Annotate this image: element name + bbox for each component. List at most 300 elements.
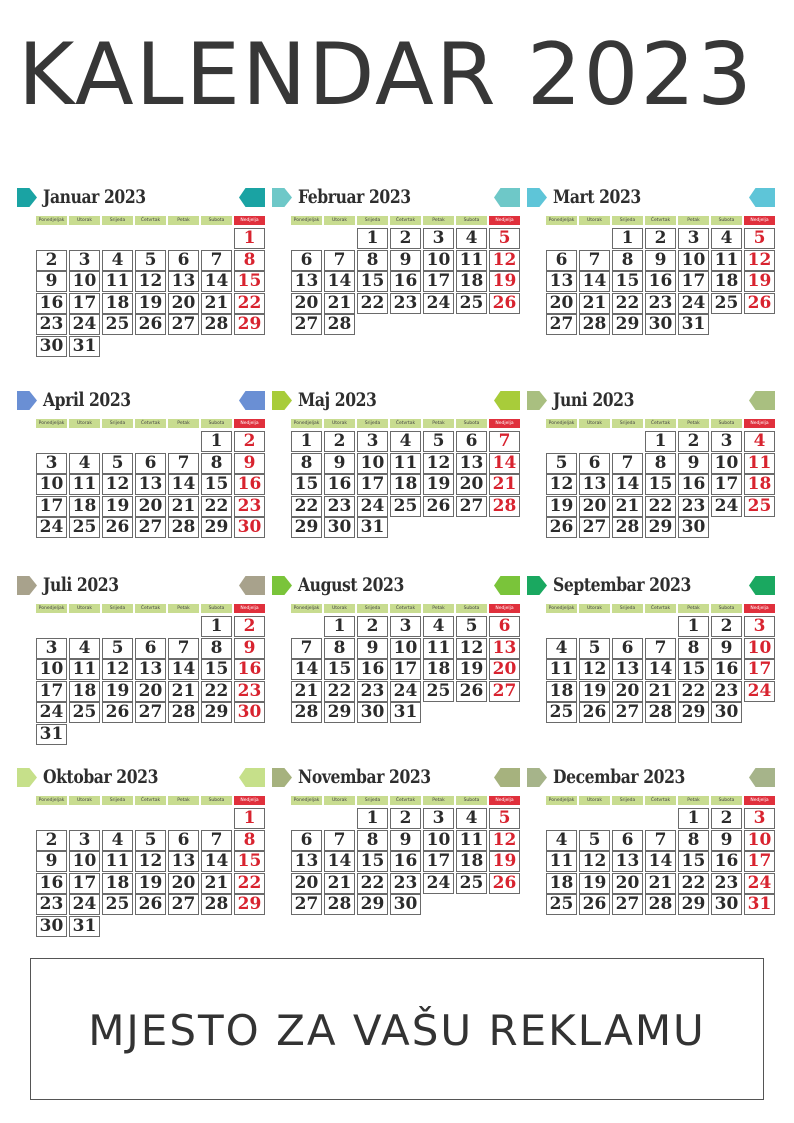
day-cell: 10	[678, 250, 709, 271]
day-cell: 25	[423, 681, 454, 702]
month-block	[527, 765, 777, 955]
month-title: Januar 2023	[43, 186, 146, 208]
day-cell: 13	[168, 271, 199, 292]
arrow-right-icon	[527, 188, 547, 207]
weekday-label: Četvrtak	[645, 216, 676, 225]
weekday-header	[546, 419, 777, 428]
arrow-left-icon	[239, 391, 265, 410]
day-cell: 3	[36, 638, 67, 659]
weekday-label: Utorak	[579, 796, 610, 805]
day-cell: 30	[711, 702, 742, 723]
day-cell-sunday: 23	[234, 681, 265, 702]
day-cell: 15	[201, 474, 232, 495]
day-cell: 11	[390, 453, 421, 474]
day-cell: 25	[69, 517, 100, 538]
day-cell-sunday: 18	[744, 474, 775, 495]
day-cell: 6	[291, 250, 322, 271]
day-cell: 14	[168, 659, 199, 680]
day-cell: 20	[612, 873, 643, 894]
day-cell: 24	[36, 702, 67, 723]
day-cell: 16	[645, 271, 676, 292]
day-cell: 25	[456, 293, 487, 314]
day-cell: 4	[546, 830, 577, 851]
day-cell-sunday: 9	[234, 638, 265, 659]
day-cell: 11	[69, 474, 100, 495]
arrow-right-icon	[17, 188, 37, 207]
day-cell: 11	[546, 851, 577, 872]
day-cell: 16	[36, 293, 67, 314]
weekday-label: Subota	[711, 604, 742, 613]
day-cell: 28	[201, 314, 232, 335]
ad-box	[30, 958, 764, 1100]
day-cell: 28	[168, 517, 199, 538]
day-cell: 7	[291, 638, 322, 659]
day-cell: 15	[357, 271, 388, 292]
day-cell: 18	[456, 851, 487, 872]
day-cell: 22	[291, 496, 322, 517]
day-cell-sunday: 19	[489, 851, 520, 872]
day-cell: 6	[612, 638, 643, 659]
day-cell-sunday: 26	[744, 293, 775, 314]
day-cell-sunday: 4	[744, 431, 775, 452]
day-cell: 26	[135, 314, 166, 335]
day-cell: 27	[612, 702, 643, 723]
month-block	[272, 185, 522, 375]
weekday-label: Utorak	[324, 604, 355, 613]
day-cell: 17	[357, 474, 388, 495]
weekday-label: Srijeda	[357, 604, 388, 613]
day-cell: 22	[357, 293, 388, 314]
weekday-label: Petak	[678, 419, 709, 428]
day-cell: 2	[645, 228, 676, 249]
day-cell: 19	[102, 681, 133, 702]
day-cell: 31	[36, 724, 67, 745]
day-cell: 12	[546, 474, 577, 495]
day-cell: 1	[678, 808, 709, 829]
day-cell: 3	[390, 616, 421, 637]
day-cell: 14	[324, 271, 355, 292]
day-cell: 25	[546, 894, 577, 915]
arrow-right-icon	[272, 188, 292, 207]
day-cell: 1	[201, 616, 232, 637]
day-cell: 18	[423, 659, 454, 680]
day-cell: 23	[390, 293, 421, 314]
day-cell: 22	[324, 681, 355, 702]
day-cell: 19	[135, 293, 166, 314]
day-cell: 20	[291, 293, 322, 314]
day-cell: 7	[201, 830, 232, 851]
weekday-label: Srijeda	[357, 796, 388, 805]
weekday-label: Subota	[711, 796, 742, 805]
weekday-label: Četvrtak	[135, 419, 166, 428]
day-cell-sunday: 9	[234, 453, 265, 474]
day-cell: 19	[102, 496, 133, 517]
weekday-label: Petak	[678, 216, 709, 225]
day-cell: 13	[546, 271, 577, 292]
day-cell: 17	[69, 873, 100, 894]
day-cell: 25	[390, 496, 421, 517]
day-cell: 25	[102, 894, 133, 915]
day-cell: 14	[645, 851, 676, 872]
weekday-label: Srijeda	[612, 419, 643, 428]
day-cell: 2	[357, 616, 388, 637]
day-cell: 16	[711, 659, 742, 680]
day-cell: 5	[135, 250, 166, 271]
day-cell-sunday: 1	[234, 228, 265, 249]
weekday-label: Utorak	[579, 604, 610, 613]
day-cell: 6	[168, 830, 199, 851]
arrow-right-icon	[527, 768, 547, 787]
day-cell: 22	[201, 681, 232, 702]
weekday-label: Nedjelja	[744, 419, 775, 428]
arrow-right-icon	[17, 768, 37, 787]
month-block	[272, 573, 522, 763]
day-cell: 24	[423, 293, 454, 314]
day-cell: 2	[36, 250, 67, 271]
day-cell: 21	[291, 681, 322, 702]
day-cell: 17	[36, 681, 67, 702]
day-cell: 27	[291, 314, 322, 335]
month-title: Decembar 2023	[553, 766, 685, 788]
month-title: April 2023	[43, 389, 131, 411]
day-cell: 13	[291, 271, 322, 292]
weekday-label: Nedjelja	[489, 419, 520, 428]
day-cell: 14	[201, 271, 232, 292]
day-cell: 18	[102, 873, 133, 894]
arrow-left-icon	[239, 576, 265, 595]
month-title: Oktobar 2023	[43, 766, 159, 788]
weekday-header	[36, 419, 267, 428]
weekday-header	[546, 604, 777, 613]
day-cell: 12	[102, 659, 133, 680]
weekday-label: Petak	[423, 604, 454, 613]
day-cell: 22	[357, 873, 388, 894]
day-cell: 21	[201, 293, 232, 314]
weekday-label: Petak	[168, 216, 199, 225]
day-cell: 14	[579, 271, 610, 292]
day-cell: 9	[324, 453, 355, 474]
day-cell: 30	[678, 517, 709, 538]
day-cell: 17	[390, 659, 421, 680]
day-cell: 13	[168, 851, 199, 872]
day-cell: 3	[69, 250, 100, 271]
day-cell: 5	[135, 830, 166, 851]
weekday-label: Srijeda	[612, 216, 643, 225]
day-cell: 3	[69, 830, 100, 851]
day-cell: 28	[168, 702, 199, 723]
day-cell: 23	[36, 314, 67, 335]
day-cell: 5	[579, 638, 610, 659]
month-header	[527, 388, 777, 414]
day-cell: 21	[324, 873, 355, 894]
day-cell: 24	[69, 314, 100, 335]
day-cell: 27	[546, 314, 577, 335]
weekday-label: Srijeda	[102, 419, 133, 428]
day-cell-sunday: 17	[744, 851, 775, 872]
month-header	[527, 573, 777, 599]
day-cell: 7	[579, 250, 610, 271]
day-cell: 28	[612, 517, 643, 538]
day-cell: 22	[201, 496, 232, 517]
month-title: Juli 2023	[43, 574, 119, 596]
day-cell: 29	[612, 314, 643, 335]
day-cell: 19	[579, 681, 610, 702]
day-cell-sunday: 20	[489, 659, 520, 680]
weekday-label: Ponedjeljak	[546, 604, 577, 613]
weekday-label: Srijeda	[357, 419, 388, 428]
day-cell: 2	[324, 431, 355, 452]
day-cell: 8	[201, 638, 232, 659]
day-cell: 2	[711, 616, 742, 637]
day-cell: 17	[711, 474, 742, 495]
weekday-label: Srijeda	[612, 604, 643, 613]
day-cell: 4	[546, 638, 577, 659]
day-cell: 28	[201, 894, 232, 915]
day-cell: 23	[36, 894, 67, 915]
weekday-label: Petak	[678, 604, 709, 613]
day-cell: 20	[546, 293, 577, 314]
month-header	[272, 765, 522, 791]
day-cell: 4	[711, 228, 742, 249]
weekday-label: Utorak	[69, 796, 100, 805]
day-cell: 29	[678, 894, 709, 915]
day-cell: 1	[357, 228, 388, 249]
day-cell: 14	[168, 474, 199, 495]
day-cell: 27	[612, 894, 643, 915]
day-cell: 17	[423, 851, 454, 872]
weekday-label: Četvrtak	[135, 604, 166, 613]
day-cell: 30	[645, 314, 676, 335]
weekday-label: Nedjelja	[489, 604, 520, 613]
day-cell: 29	[645, 517, 676, 538]
day-cell-sunday: 26	[489, 293, 520, 314]
day-cell-sunday: 15	[234, 271, 265, 292]
page-title: KALENDAR 2023	[18, 25, 754, 125]
day-cell: 27	[135, 517, 166, 538]
day-cell-sunday: 23	[234, 496, 265, 517]
day-cell: 16	[711, 851, 742, 872]
arrow-right-icon	[272, 768, 292, 787]
day-cell-sunday: 28	[489, 496, 520, 517]
weekday-label: Nedjelja	[744, 216, 775, 225]
day-cell: 7	[324, 830, 355, 851]
day-cell: 6	[579, 453, 610, 474]
day-cell: 26	[135, 894, 166, 915]
day-cell: 15	[201, 659, 232, 680]
day-cell: 6	[291, 830, 322, 851]
day-cell: 21	[324, 293, 355, 314]
day-cell: 15	[678, 851, 709, 872]
day-cell-sunday: 6	[489, 616, 520, 637]
day-cell-sunday: 8	[234, 830, 265, 851]
day-cell: 9	[357, 638, 388, 659]
day-cell-sunday: 10	[744, 638, 775, 659]
day-cell: 15	[324, 659, 355, 680]
day-cell: 11	[711, 250, 742, 271]
day-cell: 12	[135, 271, 166, 292]
day-cell: 30	[711, 894, 742, 915]
arrow-left-icon	[494, 188, 520, 207]
day-cell: 22	[612, 293, 643, 314]
weekday-header	[546, 796, 777, 805]
day-cell-sunday: 1	[234, 808, 265, 829]
day-cell-sunday: 5	[489, 228, 520, 249]
day-cell: 14	[645, 659, 676, 680]
month-block	[272, 388, 522, 578]
weekday-label: Utorak	[579, 419, 610, 428]
day-cell: 17	[678, 271, 709, 292]
day-cell: 1	[612, 228, 643, 249]
day-cell: 26	[456, 681, 487, 702]
day-cell: 25	[546, 702, 577, 723]
day-cell: 6	[168, 250, 199, 271]
day-cell: 24	[390, 681, 421, 702]
day-cell: 15	[612, 271, 643, 292]
day-cell: 13	[456, 453, 487, 474]
day-cell: 20	[168, 873, 199, 894]
day-cell: 28	[324, 894, 355, 915]
weekday-header	[291, 796, 522, 805]
day-cell: 11	[546, 659, 577, 680]
day-cell: 26	[579, 894, 610, 915]
day-cell: 20	[579, 496, 610, 517]
weekday-header	[291, 419, 522, 428]
day-cell: 18	[390, 474, 421, 495]
day-cell: 27	[135, 702, 166, 723]
day-cell: 12	[579, 851, 610, 872]
day-cell: 13	[135, 659, 166, 680]
day-cell-sunday: 22	[234, 873, 265, 894]
day-cell-sunday: 14	[489, 453, 520, 474]
weekday-label: Nedjelja	[234, 796, 265, 805]
day-cell: 31	[678, 314, 709, 335]
arrow-left-icon	[749, 391, 775, 410]
day-cell: 7	[168, 638, 199, 659]
day-cell: 6	[612, 830, 643, 851]
day-cell: 17	[69, 293, 100, 314]
day-cell: 4	[390, 431, 421, 452]
day-cell: 18	[711, 271, 742, 292]
day-cell: 1	[645, 431, 676, 452]
month-header	[17, 573, 267, 599]
day-cell-sunday: 5	[744, 228, 775, 249]
day-cell: 30	[390, 894, 421, 915]
day-cell-sunday: 22	[234, 293, 265, 314]
day-cell: 8	[678, 638, 709, 659]
day-cell: 8	[201, 453, 232, 474]
day-cell: 23	[711, 681, 742, 702]
day-cell: 19	[456, 659, 487, 680]
weekday-label: Četvrtak	[645, 419, 676, 428]
month-block	[17, 765, 267, 955]
month-title: Septembar 2023	[553, 574, 691, 596]
day-cell: 2	[711, 808, 742, 829]
weekday-label: Četvrtak	[645, 796, 676, 805]
day-cell: 6	[456, 431, 487, 452]
day-cell: 24	[357, 496, 388, 517]
month-title: Maj 2023	[298, 389, 377, 411]
day-cell-sunday: 29	[234, 314, 265, 335]
weekday-label: Ponedjeljak	[291, 604, 322, 613]
day-cell: 10	[36, 659, 67, 680]
day-cell: 27	[291, 894, 322, 915]
day-cell: 23	[711, 873, 742, 894]
ad-text: MJESTO ZA VAŠU REKLAMU	[88, 1006, 706, 1055]
day-cell: 12	[102, 474, 133, 495]
day-cell: 24	[69, 894, 100, 915]
month-title: August 2023	[298, 574, 404, 596]
day-cell: 4	[102, 250, 133, 271]
day-cell: 30	[36, 916, 67, 937]
day-cell: 5	[423, 431, 454, 452]
arrow-right-icon	[17, 576, 37, 595]
month-header	[17, 185, 267, 211]
day-cell: 3	[678, 228, 709, 249]
day-cell: 9	[645, 250, 676, 271]
weekday-label: Srijeda	[102, 604, 133, 613]
day-cell: 25	[711, 293, 742, 314]
day-cell: 16	[36, 873, 67, 894]
day-cell: 25	[456, 873, 487, 894]
day-cell: 20	[135, 496, 166, 517]
day-cell: 26	[546, 517, 577, 538]
weekday-label: Nedjelja	[489, 796, 520, 805]
weekday-label: Četvrtak	[390, 216, 421, 225]
day-cell: 8	[357, 830, 388, 851]
day-cell: 9	[36, 851, 67, 872]
weekday-label: Ponedjeljak	[546, 419, 577, 428]
day-cell: 23	[678, 496, 709, 517]
month-block	[17, 388, 267, 578]
day-cell: 12	[456, 638, 487, 659]
day-cell: 2	[678, 431, 709, 452]
day-cell-sunday: 29	[234, 894, 265, 915]
weekday-label: Ponedjeljak	[291, 216, 322, 225]
day-cell: 10	[423, 830, 454, 851]
arrow-right-icon	[272, 391, 292, 410]
day-cell-sunday: 24	[744, 681, 775, 702]
day-cell: 19	[423, 474, 454, 495]
day-cell: 9	[390, 830, 421, 851]
day-cell: 28	[579, 314, 610, 335]
weekday-label: Subota	[201, 216, 232, 225]
day-cell: 8	[291, 453, 322, 474]
day-cell: 19	[579, 873, 610, 894]
day-cell: 18	[456, 271, 487, 292]
day-cell: 13	[579, 474, 610, 495]
day-cell: 4	[456, 228, 487, 249]
day-cell: 27	[579, 517, 610, 538]
day-cell: 21	[579, 293, 610, 314]
day-cell: 14	[201, 851, 232, 872]
day-cell: 30	[324, 517, 355, 538]
day-cell: 18	[102, 293, 133, 314]
weekday-label: Petak	[423, 796, 454, 805]
day-cell: 18	[546, 873, 577, 894]
day-cell: 25	[102, 314, 133, 335]
day-cell-sunday: 7	[489, 431, 520, 452]
weekday-label: Ponedjeljak	[291, 796, 322, 805]
day-cell: 17	[423, 271, 454, 292]
day-cell-sunday: 12	[489, 830, 520, 851]
day-cell-sunday: 30	[234, 702, 265, 723]
weekday-label: Subota	[711, 419, 742, 428]
day-cell: 22	[645, 496, 676, 517]
weekday-label: Subota	[456, 216, 487, 225]
day-cell: 31	[390, 702, 421, 723]
weekday-label: Četvrtak	[390, 796, 421, 805]
weekday-label: Petak	[423, 216, 454, 225]
